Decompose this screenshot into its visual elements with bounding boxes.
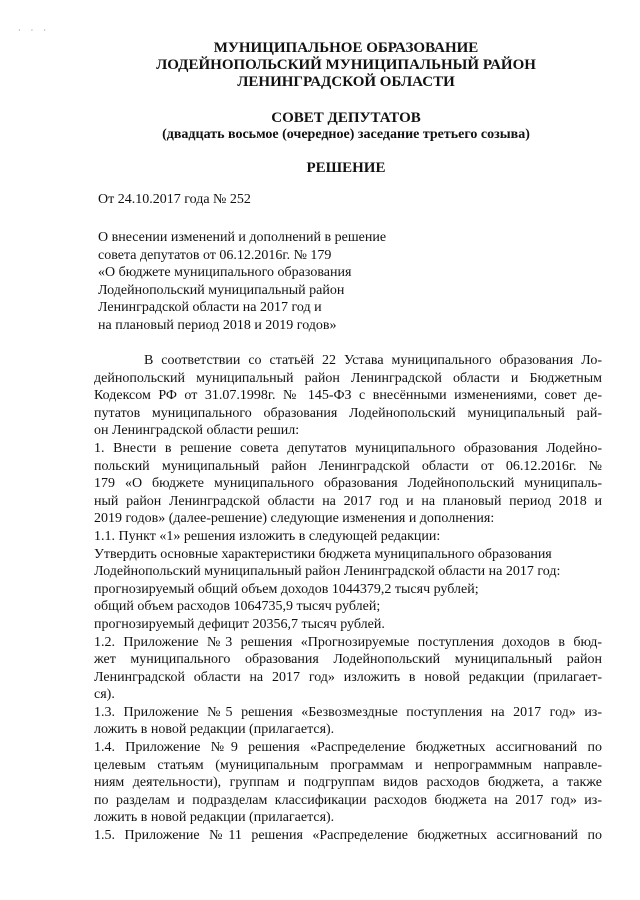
body-line: 179 «О бюджете муниципального образования Лодейнопольский муниципаль-: [94, 476, 602, 492]
body-line: Кодексом РФ от 31.07.1998г. № 145-ФЗ с внесёнными изменениями, совет де-: [94, 388, 602, 404]
body-line: общий объем расходов 1064735,9 тысяч рублей;: [94, 599, 381, 615]
body-line: 1.3. Приложение №5 решения «Безвозмездные поступления на 2017 год» из-: [94, 704, 602, 720]
body-line: В соответствии со статьёй 22 Устава муниципального образования Ло-: [144, 353, 602, 368]
body-line: ложить в новой редакции (прилагается).: [94, 722, 335, 738]
body-line: жет муниципального образования Лодейнопольский муниципальный район: [94, 652, 602, 668]
body-line: ложить в новой редакции (прилагается).: [94, 810, 335, 826]
scan-artifact: · · ·: [18, 26, 50, 35]
body-line: дейнопольский муниципальный район Ленинградской области и Бюджетным: [94, 370, 602, 386]
subject-line: О внесении изменений и дополнений в решение: [98, 230, 387, 245]
body-line: 1.4. Приложение №9 решения «Распределение бюджетных ассигнований по: [94, 740, 602, 756]
body-line: 1.5. Приложение №11 решения «Распределение бюджетных ассигнований по: [94, 828, 602, 844]
body-line: ниям деятельности), группам и подгруппам видов расходов бюджета, а также: [94, 775, 602, 791]
decision-title: РЕШЕНИЕ: [306, 160, 386, 176]
body-line: польский муниципальный район Ленинградской области от 06.12.2016г. №: [94, 458, 602, 474]
body-line: целевым статьям (муниципальным программам и непрограммным направле-: [94, 757, 602, 773]
body-line: Лодейнопольский муниципальный район Ленинградской области на 2017 год:: [94, 564, 561, 580]
subject-line: на плановый период 2018 и 2019 годов»: [98, 317, 337, 333]
body-line: 1.2. Приложение №3 решения «Прогнозируемые поступления доходов в бюд-: [94, 634, 602, 650]
header-line-2: ЛОДЕЙНОПОЛЬСКИЙ МУНИЦИПАЛЬНЫЙ РАЙОН: [156, 57, 536, 73]
subject-line: совета депутатов от 06.12.2016г. № 179: [98, 247, 332, 263]
body-line: ный район Ленинградской области на 2017 год и на плановый период 2018 и: [94, 493, 602, 509]
decision-subject: [98, 229, 386, 334]
decision-body: [94, 352, 602, 845]
header-line-1: МУНИЦИПАЛЬНОЕ ОБРАЗОВАНИЕ: [213, 40, 479, 56]
council-name: СОВЕТ ДЕПУТАТОВ: [271, 110, 421, 126]
body-line: 2019 годов» (далее-решение) следующие изменения и дополнения:: [94, 511, 495, 527]
body-line: Ленинградской области на 2017 год» изложить в новой редакции (прилагает-: [94, 669, 602, 685]
body-line: ся).: [94, 687, 115, 703]
body-line: прогнозируемый общий объем доходов 1044379,2 тысяч рублей;: [94, 581, 479, 597]
subject-line: Лодейнопольский муниципальный район: [98, 282, 345, 298]
body-line: 1. Внести в решение совета депутатов муниципального образования Лодейно-: [94, 440, 602, 456]
decision-date: От 24.10.2017 года № 252: [98, 192, 251, 207]
header-line-3: ЛЕНИНГРАДСКОЙ ОБЛАСТИ: [237, 74, 455, 90]
body-line: по разделам и подразделам классификации расходов бюджета на 2017 год» из-: [94, 792, 602, 808]
body-line: он Ленинградской области решил:: [94, 423, 300, 439]
body-line: прогнозируемый дефицит 20356,7 тысяч рублей.: [94, 616, 385, 632]
body-line: путатов муниципального образования Лодейнопольский муниципальный рай-: [94, 405, 602, 421]
session-line: (двадцать восьмое (очередное) заседание третьего созыва): [162, 127, 530, 142]
subject-line: Ленинградской области на 2017 год и: [98, 300, 322, 315]
body-line: 1.1. Пункт «1» решения изложить в следующей редакции:: [94, 528, 441, 544]
subject-line: «О бюджете муниципального образования: [98, 265, 352, 280]
body-line: Утвердить основные характеристики бюджета муниципального образования: [94, 546, 552, 562]
